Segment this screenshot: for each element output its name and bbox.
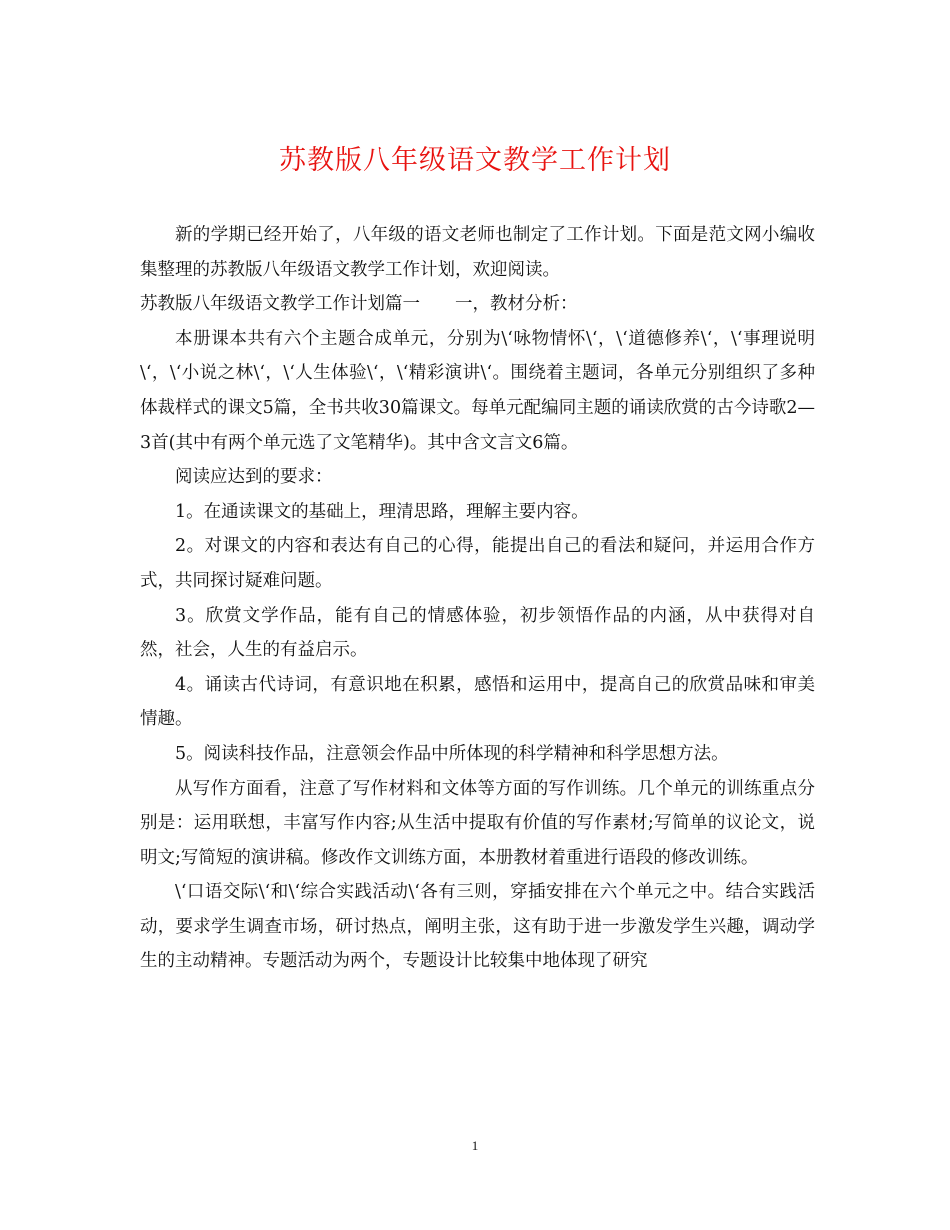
page-number: 1 xyxy=(471,1138,479,1153)
paragraph: 2。对课文的内容和表达有自己的心得，能提出自己的看法和疑问，并运用合作方式，共同探讨疑难问题。 xyxy=(140,536,815,591)
paragraph: 阅读应达到的要求： xyxy=(175,467,333,488)
paragraph: 新的学期已经开始了，八年级的语文老师也制定了工作计划。下面是范文网小编收集整理的苏教版八年级语文教学工作计划，欢迎阅读。 xyxy=(140,225,815,280)
paragraph: 从写作方面看，注意了写作材料和文体等方面的写作训练。几个单元的训练重点分别是：运用联想，丰富写作内容;从生活中提取有价值的写作素材;写简单的议论文，说明文;写简短的演讲稿。修改作文训练方面，本册教材着重进行语段的修改训练。 xyxy=(140,778,815,868)
paragraph: \‘口语交际\‘和\‘综合实践活动\‘各有三则，穿插安排在六个单元之中。结合实践活动，要求学生调查市场，研讨热点，阐明主张，这有助于进一步激发学生兴趣，调动学生的主动精神。专题活动为两个，专题设计比较集中地体现了研究 xyxy=(140,882,815,972)
document-body xyxy=(140,218,815,979)
paragraph: 4。诵读古代诗词，有意识地在积累，感悟和运用中，提高自己的欣赏品味和审美情趣。 xyxy=(140,674,815,730)
document-title: 苏教版八年级语文教学工作计划 xyxy=(279,145,671,176)
paragraph: 1。在通读课文的基础上，理清思路，理解主要内容。 xyxy=(175,501,589,522)
paragraph: 苏教版八年级语文教学工作计划篇一 一，教材分析： xyxy=(140,294,578,315)
paragraph: 5。阅读科技作品，注意领会作品中所体现的科学精神和科学思想方法。 xyxy=(175,743,729,764)
paragraph: 3。欣赏文学作品，能有自己的情感体验，初步领悟作品的内涵，从中获得对自然，社会，人生的有益启示。 xyxy=(140,605,815,661)
paragraph: 本册课本共有六个主题合成单元，分别为\‘咏物情怀\‘，\‘道德修养\‘，\‘事理说明\‘，\‘小说之林\‘，\‘人生体验\‘，\‘精彩演讲\‘。围绕着主题词，各单元分别组织了多种体裁样式的课文5篇，全书共收30篇课文。每单元配编同主题的诵读欣赏的古今诗歌2—3首(其中有两个单元选了文笔精华)。其中含文言文6篇。 xyxy=(140,328,815,453)
